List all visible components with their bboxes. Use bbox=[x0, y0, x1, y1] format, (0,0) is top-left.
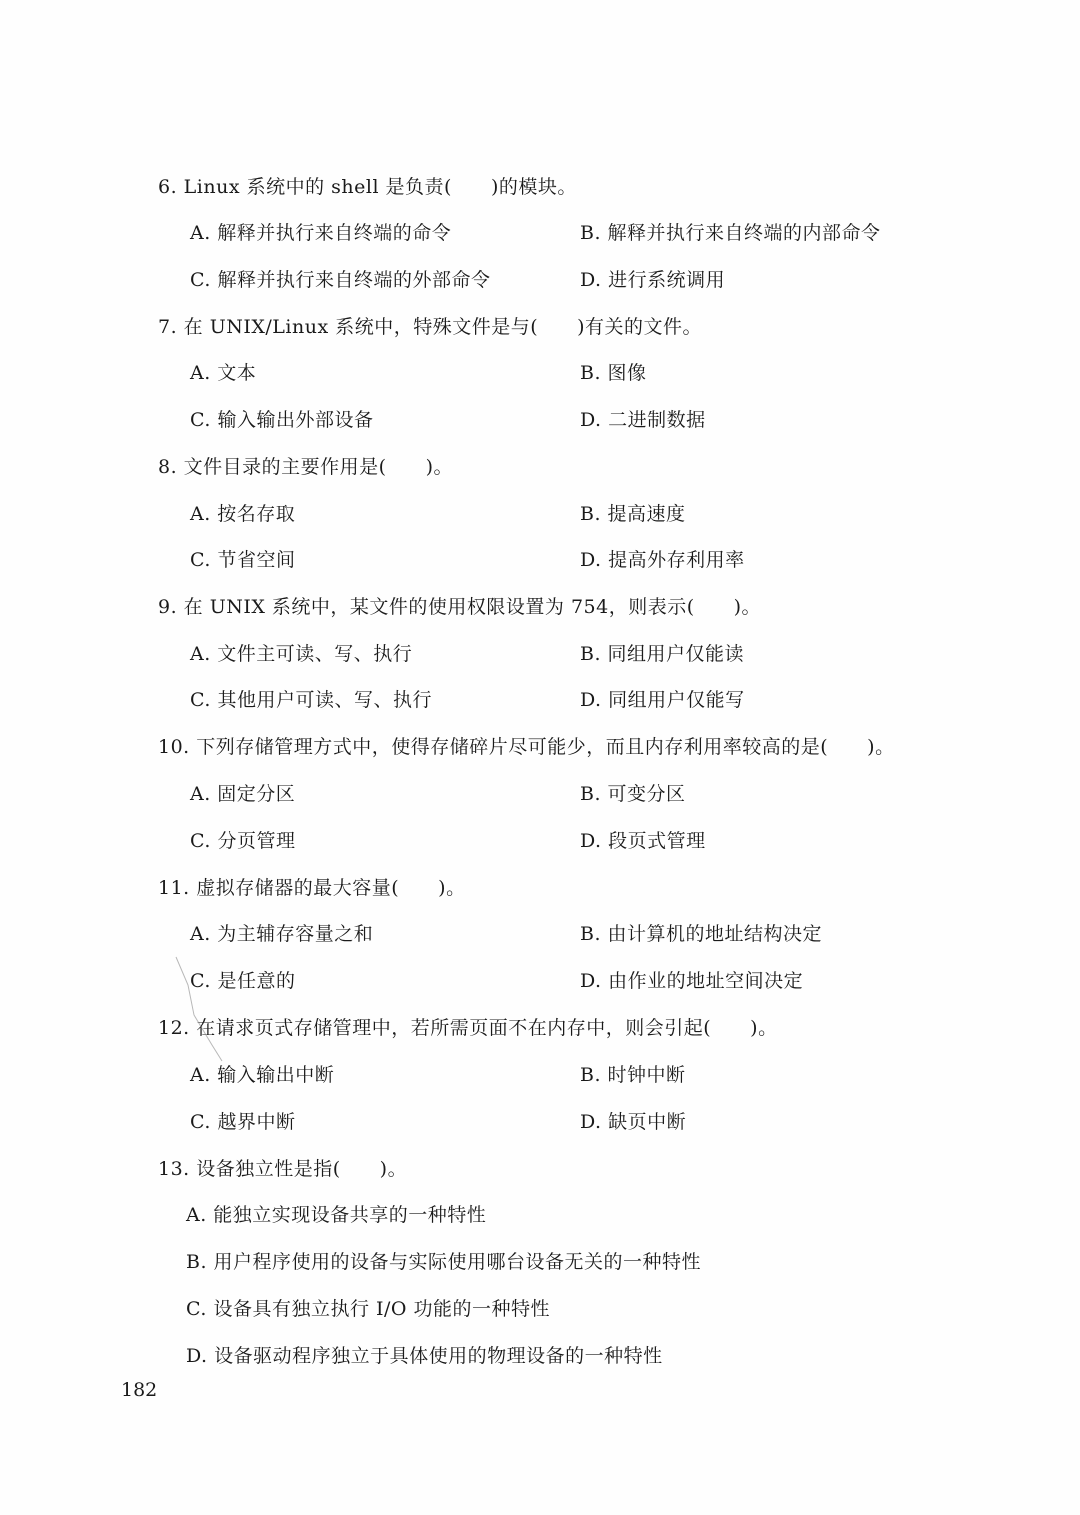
option-b: B. 同组用户仅能读 bbox=[580, 643, 745, 665]
question-stem: 8. 文件目录的主要作用是( )。 bbox=[158, 456, 453, 478]
option-c: C. 越界中断 bbox=[190, 1111, 296, 1133]
question-stem: 12. 在请求页式存储管理中，若所需页面不在内存中，则会引起( )。 bbox=[158, 1017, 778, 1039]
option-a: A. 能独立实现设备共享的一种特性 bbox=[186, 1204, 487, 1226]
question-stem: 10. 下列存储管理方式中，使得存储碎片尽可能少，而且内存利用率较高的是( )。 bbox=[158, 736, 895, 758]
option-b: B. 可变分区 bbox=[580, 783, 686, 805]
option-d: D. 同组用户仅能写 bbox=[580, 689, 745, 711]
option-a: A. 按名存取 bbox=[190, 503, 296, 525]
question-stem: 6. Linux 系统中的 shell 是负责( )的模块。 bbox=[158, 176, 577, 198]
option-d: D. 设备驱动程序独立于具体使用的物理设备的一种特性 bbox=[186, 1345, 663, 1367]
question-stem: 11. 虚拟存储器的最大容量( )。 bbox=[158, 877, 466, 899]
option-d: D. 提高外存利用率 bbox=[580, 549, 745, 571]
option-b: B. 时钟中断 bbox=[580, 1064, 686, 1086]
option-a: A. 固定分区 bbox=[190, 783, 296, 805]
option-c: C. 节省空间 bbox=[190, 549, 296, 571]
question-stem: 9. 在 UNIX 系统中，某文件的使用权限设置为 754，则表示( )。 bbox=[158, 596, 762, 618]
option-a: A. 文本 bbox=[190, 362, 257, 384]
option-a: A. 为主辅存容量之和 bbox=[190, 923, 374, 945]
option-b: B. 提高速度 bbox=[580, 503, 686, 525]
option-d: D. 进行系统调用 bbox=[580, 269, 726, 291]
page-number: 182 bbox=[121, 1379, 158, 1401]
option-c: C. 其他用户可读、写、执行 bbox=[190, 689, 432, 711]
option-a: A. 输入输出中断 bbox=[190, 1064, 335, 1086]
option-c: C. 是任意的 bbox=[190, 970, 296, 992]
question-stem: 13. 设备独立性是指( )。 bbox=[158, 1158, 408, 1180]
option-c: C. 设备具有独立执行 I/O 功能的一种特性 bbox=[186, 1298, 551, 1320]
option-d: D. 缺页中断 bbox=[580, 1111, 687, 1133]
option-c: C. 输入输出外部设备 bbox=[190, 409, 374, 431]
option-c: C. 分页管理 bbox=[190, 830, 296, 852]
option-b: B. 解释并执行来自终端的内部命令 bbox=[580, 222, 881, 244]
option-b: B. 由计算机的地址结构决定 bbox=[580, 923, 823, 945]
option-c: C. 解释并执行来自终端的外部命令 bbox=[190, 269, 491, 291]
scan-mark bbox=[172, 955, 232, 1065]
option-d: D. 二进制数据 bbox=[580, 409, 706, 431]
option-a: A. 文件主可读、写、执行 bbox=[190, 643, 413, 665]
option-d: D. 由作业的地址空间决定 bbox=[580, 970, 804, 992]
option-a: A. 解释并执行来自终端的命令 bbox=[190, 222, 452, 244]
question-stem: 7. 在 UNIX/Linux 系统中，特殊文件是与( )有关的文件。 bbox=[158, 316, 703, 338]
option-b: B. 用户程序使用的设备与实际使用哪台设备无关的一种特性 bbox=[186, 1251, 702, 1273]
option-b: B. 图像 bbox=[580, 362, 647, 384]
option-d: D. 段页式管理 bbox=[580, 830, 706, 852]
